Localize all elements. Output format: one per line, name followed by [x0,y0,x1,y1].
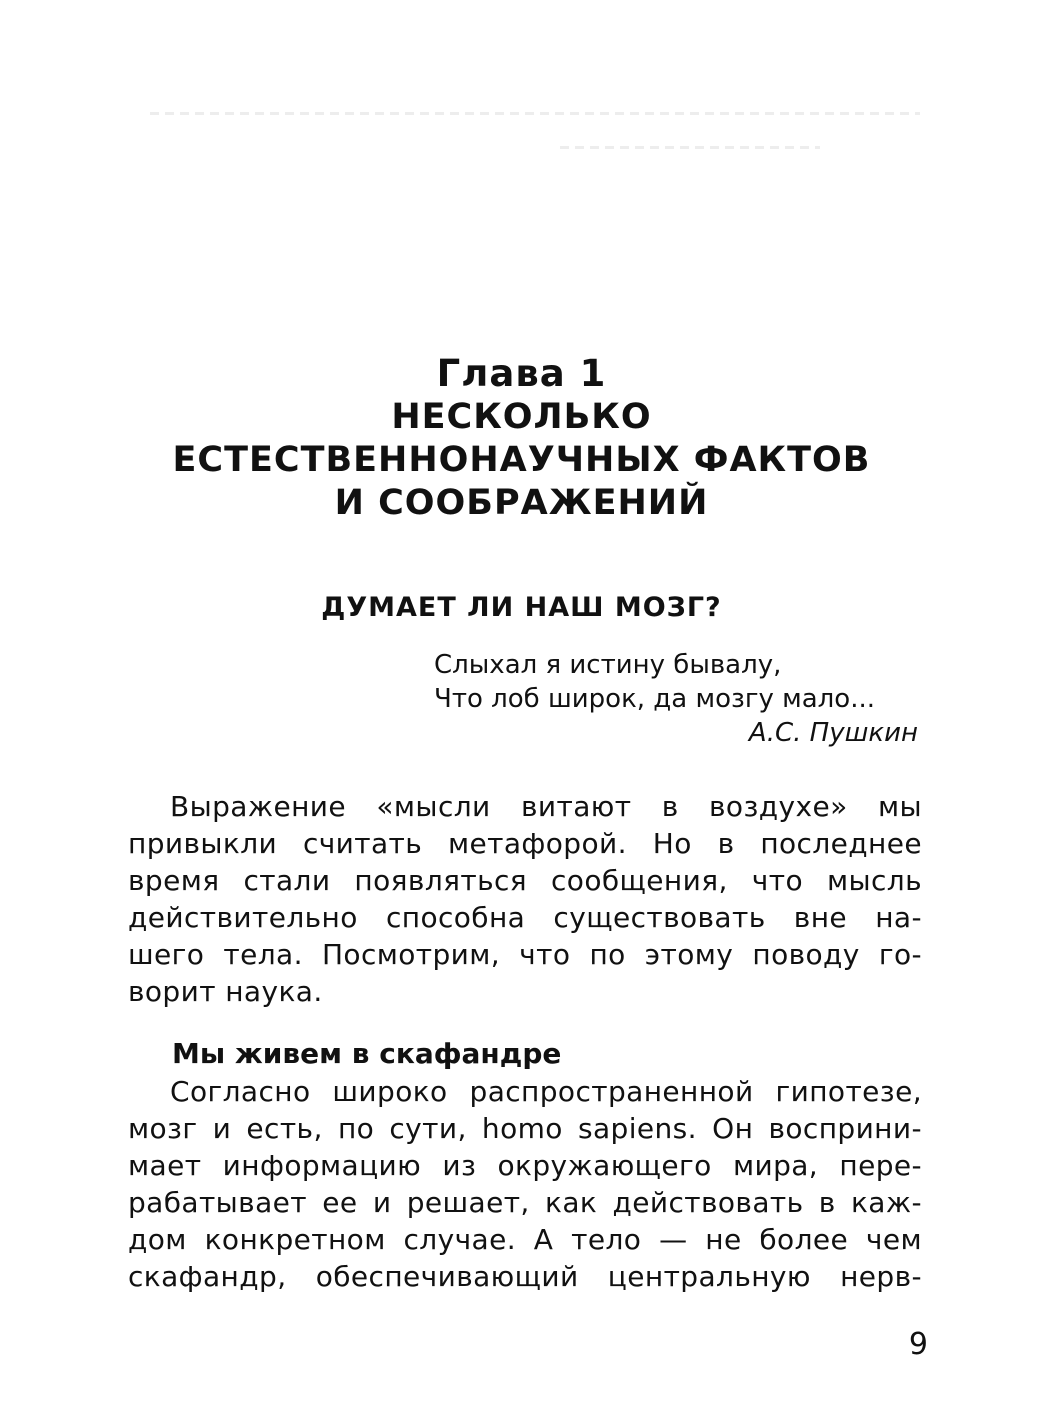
epigraph-line: Слыхал я истину бывалу, [434,650,782,680]
body-paragraph [128,1073,922,1295]
text-line: мает информацию из окружающего мира, пере- [128,1149,922,1182]
subsection-heading: Мы живем в скафандре [172,1037,562,1070]
text-line: рабатывает ее и решает, как действовать в каж- [128,1186,922,1219]
epigraph-author: А.С. Пушкин [748,718,918,748]
chapter-title-line: НЕСКОЛЬКО [391,397,652,437]
text-line: действительно способна существовать вне на- [128,901,922,934]
bleed-through-shadow [150,112,920,115]
text-line: время стали появляться сообщения, что мысль [128,864,922,897]
bleed-through-shadow [560,146,820,149]
text-line: скафандр, обеспечивающий центральную нерв- [128,1260,922,1293]
chapter-title [0,396,1043,525]
page-number: 9 [908,1327,928,1362]
text-line: ворит наука. [128,975,323,1008]
text-line: Согласно широко распространенной гипотезе, [170,1075,922,1108]
section-title: ДУМАЕТ ЛИ НАШ МОЗГ? [321,592,722,623]
chapter-title-line: И СООБРАЖЕНИЙ [334,483,709,523]
text-line: шего тела. Посмотрим, что по этому поводу го- [128,938,922,971]
text-line: мозг и есть, по сути, homo sapiens. Он восприни- [128,1112,922,1145]
epigraph [434,648,924,750]
chapter-title-line: ЕСТЕСТВЕННОНАУЧНЫХ ФАКТОВ [172,440,871,480]
epigraph-line: Что лоб широк, да мозгу мало... [434,684,875,714]
body-paragraph [128,788,922,1010]
text-line: Выражение «мысли витают в воздухе» мы [170,790,922,823]
text-line: привыкли считать метафорой. Но в последнее [128,827,922,860]
text-line: дом конкретном случае. А тело — не более чем [128,1223,922,1256]
chapter-label: Глава 1 [436,352,607,395]
